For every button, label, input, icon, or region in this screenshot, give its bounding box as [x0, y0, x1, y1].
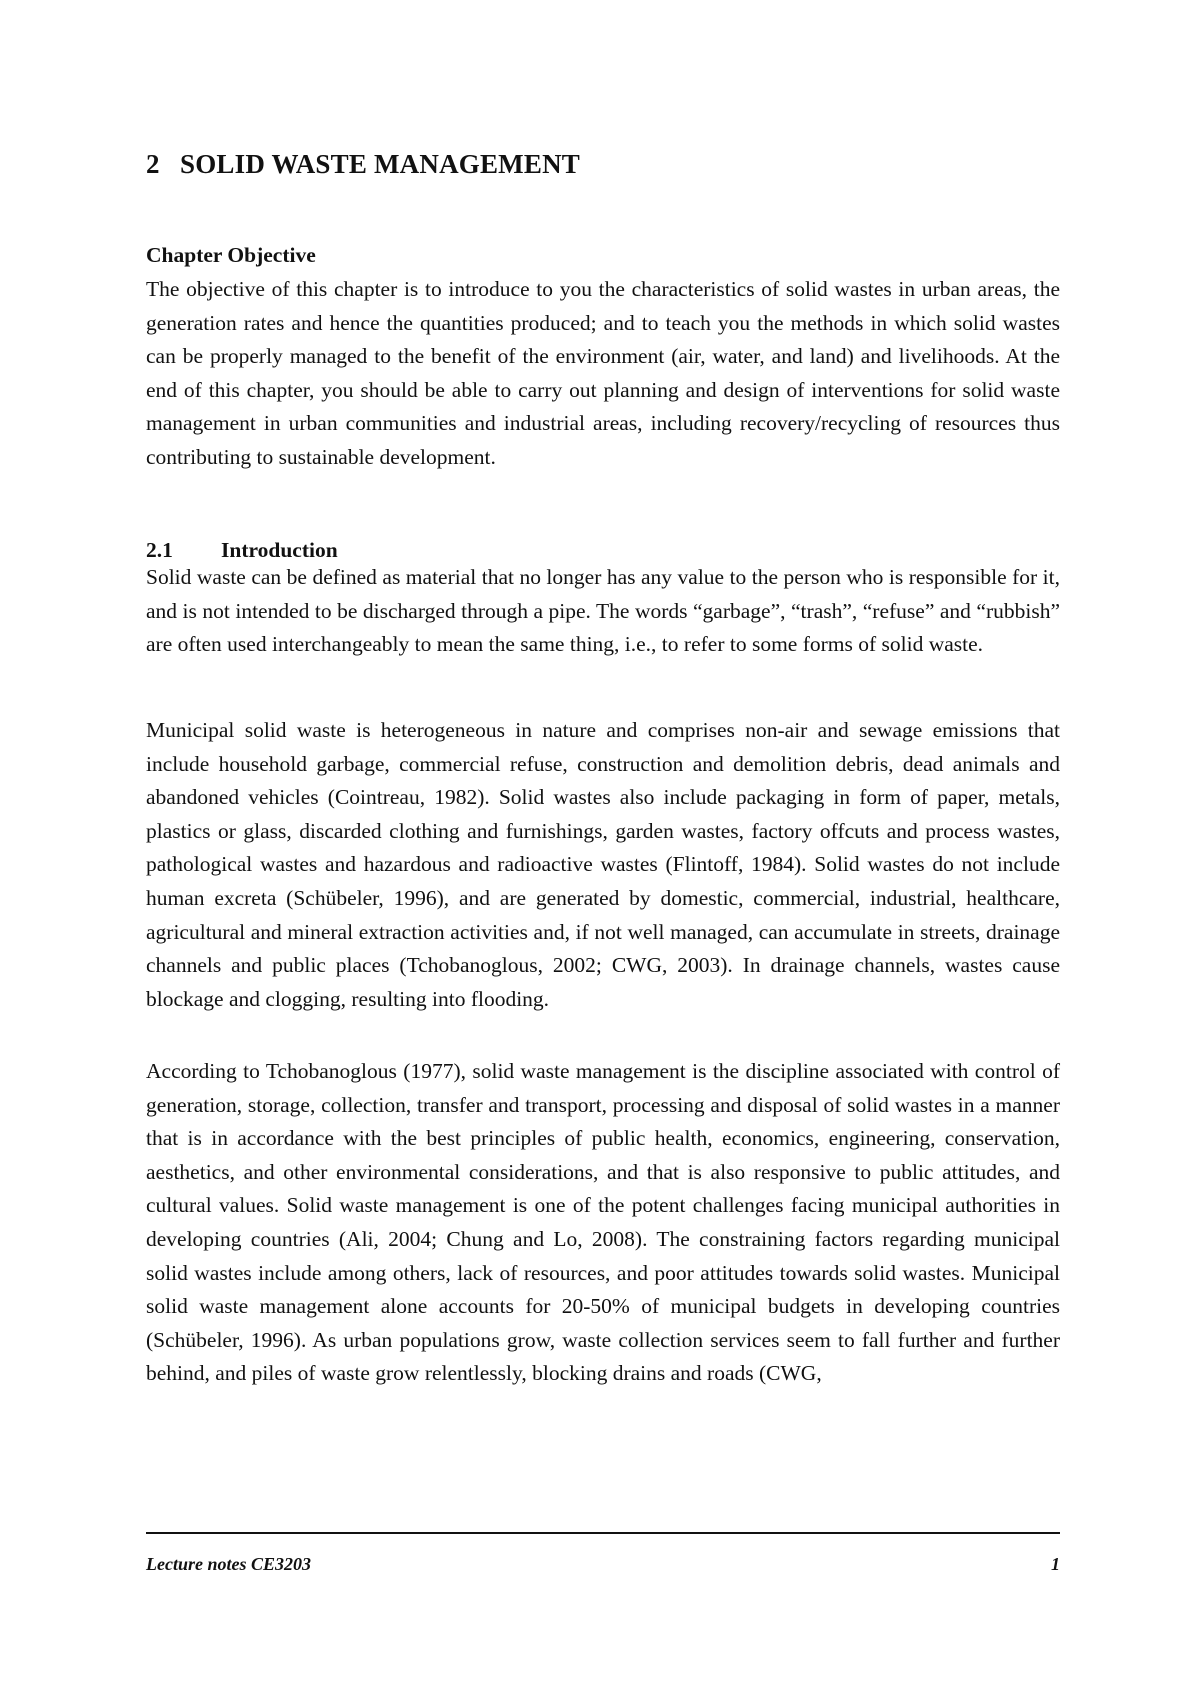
- chapter-title: [146, 140, 1060, 188]
- objective-paragraph: The objective of this chapter is to introduce to you the characteristics of solid wastes in urban areas, the generation rates and hence the quantities produced; and to teach you the methods in which solid wastes can be properly managed to the benefit of the environment (air, water, and land) and livelihoods. At the end of this chapter, you should be able to carry out planning and design of interventions for solid waste management in urban communities and industrial areas, including recovery/recycling of resources thus contributing to sustainable development.: [146, 277, 1060, 469]
- section-title: Introduction: [221, 538, 338, 562]
- intro-paragraph-2: Municipal solid waste is heterogeneous in nature and comprises non-air and sewage emissions that include household garbage, commercial refuse, construction and demolition debris, dead animals and abandoned vehicles (Cointreau, 1982). Solid wastes also include packaging in form of paper, metals, plastics or glass, discarded clothing and furnishings, garden wastes, factory offcuts and process wastes, pathological wastes and hazardous and radioactive wastes (Flintoff, 1984). Solid wastes do not include human excreta (Schübeler, 1996), and are generated by domestic, commercial, industrial, healthcare, agricultural and mineral extraction activities and, if not well managed, can accumulate in streets, drainage channels and public places (Tchobanoglous, 2002; CWG, 2003). In drainage channels, wastes cause blockage and clogging, resulting into flooding.: [146, 718, 1060, 1011]
- footer-course-label: Lecture notes CE3203: [146, 1554, 311, 1574]
- footer-page-number: 1: [1051, 1554, 1060, 1574]
- intro-paragraph-3: According to Tchobanoglous (1977), solid waste management is the discipline associated with control of generation, storage, collection, transfer and transport, processing and disposal of solid wastes in a manner that is in accordance with the best principles of public health, economics, engineering, conservation, aesthetics, and other environmental considerations, and that is also responsive to public attitudes, and cultural values. Solid waste management is one of the potent challenges facing municipal authorities in developing countries (Ali, 2004; Chung and Lo, 2008). The constraining factors regarding municipal solid wastes include among others, lack of resources, and poor attitudes towards solid wastes. Municipal solid waste management alone accounts for 20-50% of municipal budgets in developing countries (Schübeler, 1996). As urban populations grow, waste collection services seem to fall further and further behind, and piles of waste grow relentlessly, blocking drains and roads (CWG,: [146, 1059, 1060, 1386]
- page-content: [146, 140, 1060, 1386]
- chapter-number: 2: [146, 149, 160, 179]
- chapter-title-text: SOLID WASTE MANAGEMENT: [180, 149, 580, 179]
- intro-paragraph-1: Solid waste can be defined as material that no longer has any value to the person who is responsible for it, and is not intended to be discharged through a pipe. The words “garbage”, “trash”, “refuse” and “rubbish” are often used interchangeably to mean the same thing, i.e., to refer to some forms of solid waste.: [146, 565, 1060, 657]
- footer-divider: [146, 1532, 1060, 1534]
- objective-heading: Chapter Objective: [146, 243, 316, 267]
- section-number: 2.1: [146, 538, 173, 562]
